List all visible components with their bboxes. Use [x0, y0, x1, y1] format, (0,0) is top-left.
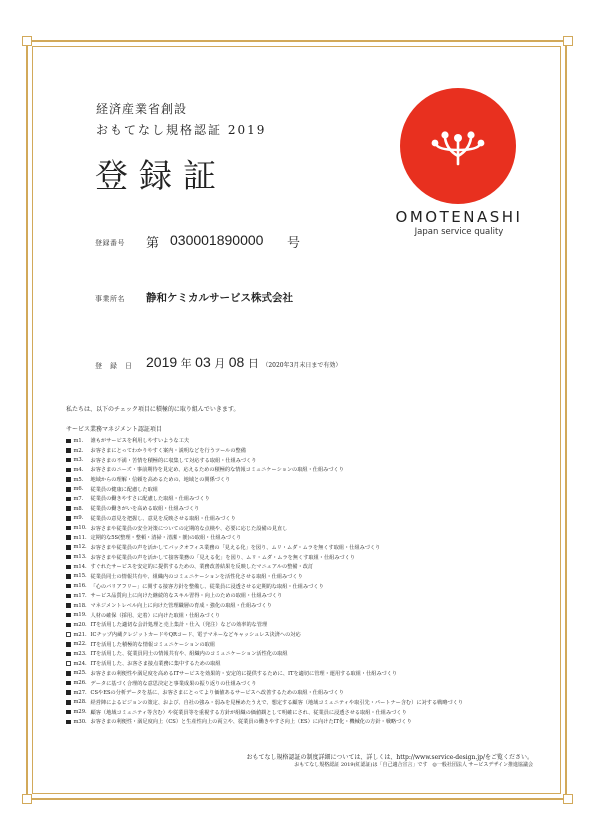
checked-box-icon — [66, 448, 71, 453]
page-title: 登録証 — [95, 156, 227, 195]
checked-box-icon — [66, 574, 71, 579]
date-month: 03 — [195, 354, 211, 370]
checked-box-icon — [66, 613, 71, 618]
checked-box-icon — [66, 516, 71, 521]
checklist-item — [66, 610, 536, 620]
item-code: m2. — [73, 447, 84, 454]
checked-box-icon — [66, 526, 71, 531]
item-code: m29. — [73, 709, 87, 716]
item-text: 地域からの理解・信頼を高めるための、地域との関係づくり — [90, 477, 231, 484]
registration-prefix: 第 — [146, 236, 160, 251]
date-month-unit: 月 — [214, 357, 226, 370]
item-text: 人材の確保（採用、定着）に向けた取組・仕組みづくり — [90, 612, 221, 619]
item-code: m16. — [73, 583, 87, 590]
item-text: すぐれたサービスを安定的に提供するための、業務改善結果を反映したマニュアルの整備・改訂 — [90, 564, 314, 571]
item-text: お客さまの不満・苦情を積極的に収集して対応する取組・仕組みづくり — [90, 457, 257, 464]
item-text: 誰もがサービスを利用しやすいような工夫 — [90, 438, 190, 445]
item-text: 従業員の働きやすさに配慮した取組・仕組みづくり — [90, 496, 210, 503]
checked-box-icon — [66, 506, 71, 511]
checked-box-icon — [66, 584, 71, 589]
checklist-item — [66, 484, 536, 494]
date-label: 登 録 日 — [95, 362, 133, 370]
checked-box-icon — [66, 458, 71, 463]
item-code: m8. — [73, 505, 84, 512]
checked-box-icon — [66, 720, 71, 725]
item-code: m11. — [73, 534, 87, 541]
item-text: 「心のバリアフリー」に関する接客方針を整備し、従業員に浸透させる定期的な取組・仕組みづくり — [90, 583, 324, 590]
logo-wordmark: OMOTENASHI — [395, 208, 523, 226]
item-code: m20. — [73, 621, 87, 628]
item-code: m30. — [73, 718, 87, 725]
checked-box-icon — [66, 497, 71, 502]
item-text: 従業員同士の情報共有や、組織内のコミュニケーションを活性化させる取組・仕組みづくり — [90, 573, 303, 580]
checklist-item — [66, 591, 536, 601]
checked-box-icon — [66, 545, 71, 550]
item-text: 従業員の意見を把握し、意見を反映させる取組・仕組みづくり — [90, 515, 236, 522]
item-text: お客さまのニーズ・事前期待を見定め、応えるための積極的な情報コミュニケーションの取組・仕組みづくり — [90, 467, 344, 474]
checklist-item — [66, 543, 536, 553]
checklist-item — [66, 678, 536, 688]
item-code: m1. — [73, 437, 84, 444]
unchecked-box-icon — [66, 661, 71, 666]
item-text: データに基づく合理的な意思決定と事業成果の振り返りの仕組みづくり — [90, 680, 257, 687]
item-code: m23. — [73, 650, 87, 657]
registration-number: 030001890000 — [170, 232, 264, 248]
checklist-item — [66, 552, 536, 562]
checklist-item — [66, 533, 536, 543]
unchecked-box-icon — [66, 632, 71, 637]
item-text: 顧客（地域コミュニティ等含む）や従業員等を重視する方針が組織の価値観として明確にされ、従業員に浸透させる取組・仕組みづくり — [90, 709, 407, 716]
checked-box-icon — [66, 623, 71, 628]
checked-box-icon — [66, 690, 71, 695]
item-text: 経営陣によるビジョンの策定、および、自社の強み・弱みを見極めたうえで、想定する顧客（地域コミュニティや取引先・パートナー含む）に対する戦略づくり — [90, 699, 464, 706]
item-text: CSやESの分析データを基に、お客さまにとってより価値あるサービスへ改善するための取組・仕組みづくり — [90, 690, 344, 697]
checked-box-icon — [66, 477, 71, 482]
checklist-item — [66, 494, 536, 504]
item-code: m5. — [73, 476, 84, 483]
checklist-item — [66, 446, 536, 456]
registration-suffix: 号 — [287, 236, 301, 251]
checklist-item — [66, 688, 536, 698]
checklist-item — [66, 620, 536, 630]
item-code: m9. — [73, 515, 84, 522]
frame-corner — [563, 36, 573, 46]
item-text: お客さまの利便性や満足度を高めるITサービスを効果的・安定的に提供するために、ITを適切に管理・運用する取組・仕組みづくり — [90, 670, 398, 677]
checklist-item — [66, 717, 536, 727]
logo — [400, 88, 516, 204]
checked-box-icon — [66, 681, 71, 686]
item-code: m14. — [73, 563, 87, 570]
checked-box-icon — [66, 439, 71, 444]
checked-box-icon — [66, 487, 71, 492]
item-code: m25. — [73, 670, 87, 677]
item-code: m12. — [73, 544, 87, 551]
item-text: ICチップ内蔵クレジットカードやQRコード、電子マネーなどキャッシュレス決済への対応 — [90, 632, 301, 639]
item-code: m15. — [73, 573, 87, 580]
checked-box-icon — [66, 565, 71, 570]
checklist-item — [66, 581, 536, 591]
intro-text: 私たちは、以下のチェック項目に積極的に取り組んでいきます。 — [66, 406, 240, 413]
checked-box-icon — [66, 555, 71, 560]
company-name: 静和ケミカルサービス株式会社 — [146, 292, 293, 304]
checked-box-icon — [66, 671, 71, 676]
registration-date — [146, 354, 341, 371]
footer-info: おもてなし規格認証の制度詳細については、詳しくは、http://www.service-design.jp/をご覧ください。 — [246, 754, 533, 761]
validity-note: （2020年3月末日まで有効） — [262, 362, 342, 369]
checklist-item — [66, 669, 536, 679]
checklist-item — [66, 514, 536, 524]
checklist-item — [66, 523, 536, 533]
item-text: 従業員の健康に配慮した取組 — [90, 486, 158, 493]
checklist-item — [66, 436, 536, 446]
certification-line: おもてなし規格認証 2019 — [96, 123, 267, 137]
item-code: m10. — [73, 525, 87, 532]
item-code: m27. — [73, 689, 87, 696]
item-code: m22. — [73, 641, 87, 648]
checked-box-icon — [66, 642, 71, 647]
item-code: m24. — [73, 660, 87, 667]
flower-icon — [400, 88, 516, 204]
item-text: お客さまや従業員の安全対策についての定期的な点検や、必要に応じた設備の見直し — [90, 525, 288, 532]
checklist-item — [66, 649, 536, 659]
checklist-item — [66, 630, 536, 640]
checked-box-icon — [66, 652, 71, 657]
checklist-item — [66, 455, 536, 465]
frame-corner — [22, 36, 32, 46]
checklist-item — [66, 639, 536, 649]
checklist-item — [66, 504, 536, 514]
checklist-item — [66, 601, 536, 611]
item-code: m13. — [73, 554, 87, 561]
checked-box-icon — [66, 594, 71, 599]
checklist-item — [66, 572, 536, 582]
item-text: 定期的な5S(整理・整頓・清掃・清潔・躾)の取組・仕組みづくり — [90, 535, 242, 542]
item-text: お客さまの利便性・満足度向上（CS）と生産性向上の両立や、従業員の働きやすさ向上（ES）に向けたIT化・機械化の方針・戦略づくり — [90, 719, 412, 726]
ministry-line: 経済産業省創設 — [96, 102, 188, 116]
item-code: m19. — [73, 612, 87, 619]
item-code: m4. — [73, 466, 84, 473]
business-label: 事業所名 — [95, 295, 125, 303]
item-text: サービス品質向上に向けた継続的なスキル習得・向上のための取組・仕組みづくり — [90, 593, 283, 600]
item-text: ITを活用した、お客さま接点業務に集中するための取組 — [90, 661, 221, 668]
item-code: m28. — [73, 699, 87, 706]
checked-box-icon — [66, 535, 71, 540]
item-text: マネジメントレベル向上に向けた管理職層の育成・強化の取組・仕組みづくり — [90, 603, 272, 610]
frame-corner — [563, 794, 573, 804]
date-day: 08 — [228, 354, 245, 370]
item-text: ITを活用した、従業員同士の情報共有や、組織内のコミュニケーション活性化の取組 — [90, 651, 288, 658]
checklist-item — [66, 707, 536, 717]
item-text: お客さまにとってわかりやすく案内・説明などを行うツールの整備 — [90, 448, 246, 455]
checklist — [66, 436, 536, 727]
date-year-unit: 年 — [180, 357, 192, 370]
registration-label: 登録番号 — [95, 239, 125, 247]
item-code: m6. — [73, 486, 84, 493]
item-code: m21. — [73, 631, 87, 638]
checked-box-icon — [66, 468, 71, 473]
item-text: お客さまや従業員の声を活かしてバックオフィス業務の「見える化」を図り、ムリ・ムダ・ムラを無くす取組・仕組みづくり — [90, 544, 381, 551]
checklist-item — [66, 475, 536, 485]
item-text: 従業員の働きがいを高める取組・仕組みづくり — [90, 506, 200, 513]
checklist-item — [66, 659, 536, 669]
checked-box-icon — [66, 603, 71, 608]
item-text: お客さまや従業員の声を活かして接客業務の「見える化」を図り、ムリ・ムダ・ムラを無くす取組・仕組みづくり — [90, 554, 355, 561]
footer-note: おもてなし規格認証 2019(紅認証)は「自己適合宣言」です ◎一般社団法人 サービスデザイン推進協議会 — [294, 762, 533, 768]
item-text: ITを活用した適切な会計処理と売上集計・仕入（発注）などの効率的な管理 — [90, 622, 268, 629]
category-title: サービス業務マネジメント認証項目 — [66, 426, 162, 433]
item-code: m3. — [73, 457, 84, 464]
item-code: m17. — [73, 592, 87, 599]
date-day-unit: 日 — [247, 357, 259, 370]
item-code: m7. — [73, 495, 84, 502]
date-year: 2019 — [146, 354, 178, 370]
checklist-item — [66, 562, 536, 572]
checked-box-icon — [66, 710, 71, 715]
item-code: m18. — [73, 602, 87, 609]
checklist-item — [66, 698, 536, 708]
checklist-item — [66, 465, 536, 475]
item-code: m26. — [73, 680, 87, 687]
frame-corner — [22, 794, 32, 804]
item-text: ITを活用した積極的な情報コミュニケーションの取組 — [90, 641, 216, 648]
checked-box-icon — [66, 700, 71, 705]
logo-subtitle: Japan service quality — [414, 227, 504, 237]
